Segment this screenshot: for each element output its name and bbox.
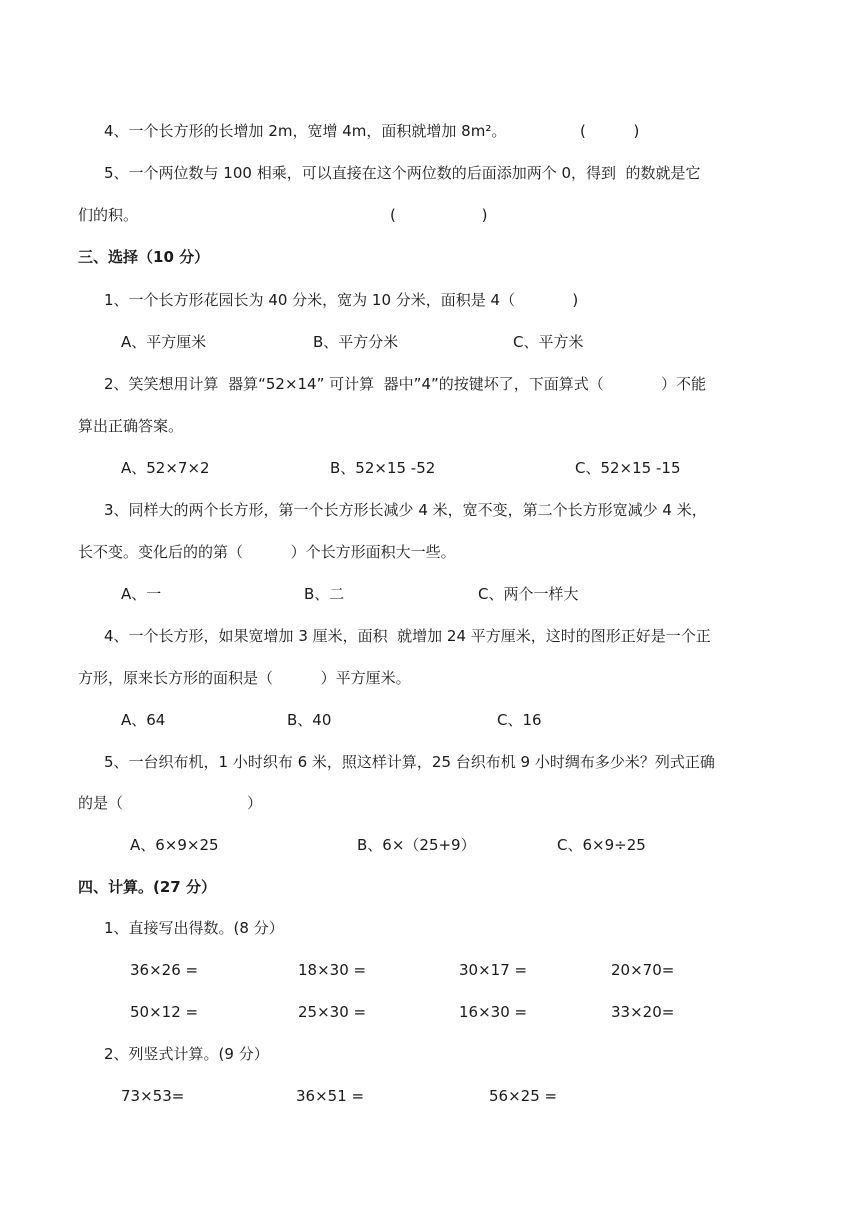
calc-r2-c1: 50×12 = [130,1003,199,1021]
judge-item-4-answer-paren: ( ) [580,122,640,140]
choice-q5-line1: 5、一台织布机，1 小时织布 6 米，照这样计算，25 台织布机 9 小时绸布多少米？列式正确 [104,753,715,771]
calc-part2-title: 2、列竖式计算。(9 分） [104,1045,269,1063]
choice-q3-line2: 长不变。变化后的的第（ ）个长方形面积大一些。 [78,543,456,561]
section-3-heading: 三、选择（10 分） [78,248,210,266]
choice-q4-line1: 4、一个长方形，如果宽增加 3 厘米，面积 就增加 24 平方厘米，这时的图形正好是一个正 [104,627,711,645]
choice-q5-option-a: A、6×9×25 [130,836,219,854]
choice-q2-line1: 2、笑笑想用计算 器算“52×14” 可计算 器中”4”的按键坏了，下面算式（ ）不能 [104,375,706,393]
choice-q5-option-b: B、6×（25+9） [357,836,476,854]
calc-part1-title: 1、直接写出得数。(8 分） [104,919,284,937]
calc-r2-c4: 33×20= [611,1003,675,1021]
choice-q3-option-c: C、两个一样大 [478,585,579,603]
vertical-calc-item-3: 56×25 = [489,1087,558,1105]
choice-q4-option-a: A、64 [121,711,166,729]
choice-q1: 1、一个长方形花园长为 40 分米，宽为 10 分米，面积是 4（ ) [104,291,579,309]
choice-q4-line2: 方形，原来长方形的面积是（ ）平方厘米。 [78,669,411,687]
calc-r2-c3: 16×30 = [459,1003,528,1021]
judge-item-4: 4、一个长方形的长增加 2m，宽增 4m，面积就增加 8m²。 [104,122,507,140]
vertical-calc-item-2: 36×51 = [296,1087,365,1105]
judge-item-5-line1: 5、一个两位数与 100 相乘，可以直接在这个两位数的后面添加两个 0，得到 的数就是它 [104,164,701,182]
choice-q1-option-b: B、平方分米 [313,333,399,351]
choice-q2-line2: 算出正确答案。 [78,417,184,435]
calc-r1-c4: 20×70= [611,961,675,979]
vertical-calc-item-1: 73×53= [121,1087,185,1105]
choice-q3-option-b: B、二 [304,585,345,603]
choice-q5-option-c: C、6×9÷25 [557,836,646,854]
section-4-heading: 四、计算。(27 分） [78,878,216,896]
calc-r1-c1: 36×26 = [130,961,199,979]
calc-r2-c2: 25×30 = [298,1003,367,1021]
choice-q5-line2: 的是（ ） [78,794,262,812]
choice-q4-option-b: B、40 [287,711,332,729]
choice-q3-option-a: A、一 [121,585,162,603]
judge-item-5-answer-paren: ( ) [390,206,488,224]
choice-q2-option-c: C、52×15 -15 [575,459,681,477]
calc-r1-c3: 30×17 = [459,961,528,979]
choice-q1-option-a: A、平方厘米 [121,333,207,351]
choice-q2-option-b: B、52×15 -52 [330,459,436,477]
judge-item-5-line2: 们的积。 [78,206,139,224]
choice-q4-option-c: C、16 [497,711,542,729]
choice-q3-line1: 3、同样大的两个长方形，第一个长方形长减少 4 米，宽不变，第二个长方形宽减少 4 米， [104,501,707,519]
choice-q2-option-a: A、52×7×2 [121,459,210,477]
calc-r1-c2: 18×30 = [298,961,367,979]
choice-q1-option-c: C、平方米 [513,333,584,351]
